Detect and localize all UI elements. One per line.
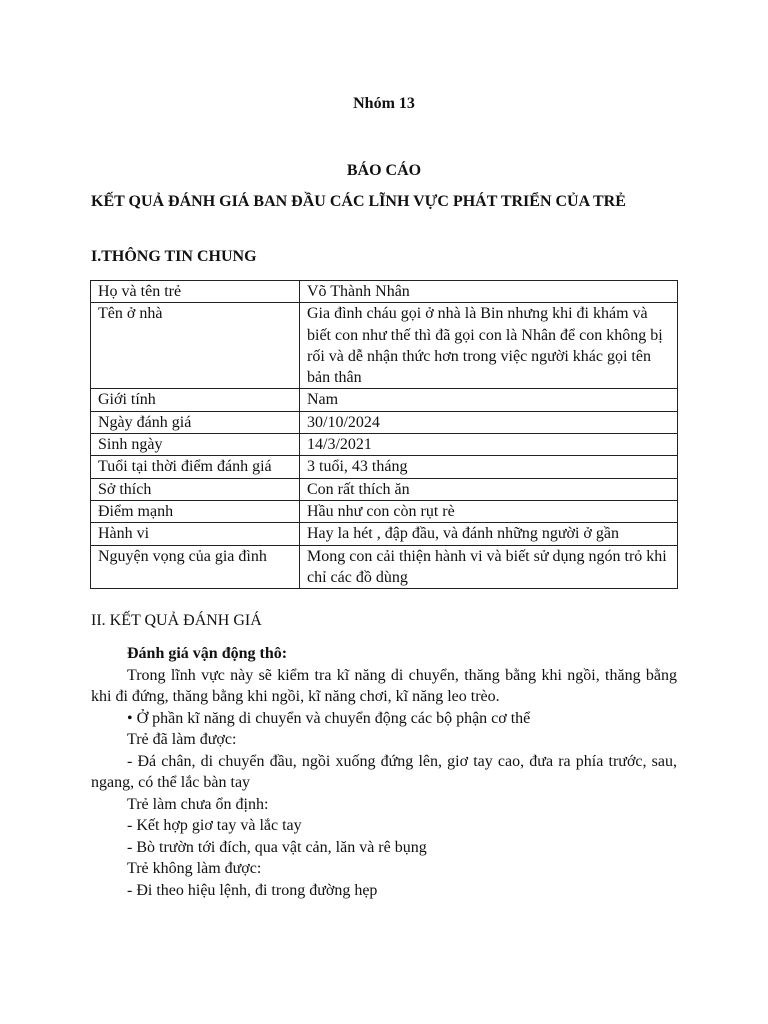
unstable-label: Trẻ làm chưa ổn định:: [127, 795, 269, 813]
general-info-table: [90, 280, 678, 589]
info-value: Hay la hét , đập đầu, và đánh những người ở gần: [300, 523, 678, 545]
unstable-item: - Bò trườn tới đích, qua vật cản, lăn và rê bụng: [127, 838, 427, 856]
report-title: KẾT QUẢ ĐÁNH GIÁ BAN ĐẦU CÁC LĨNH VỰC PHÁT TRIỂN CỦA TRẺ: [91, 193, 626, 210]
table-row: [91, 434, 678, 456]
info-label: Ngày đánh giá: [91, 411, 300, 433]
info-label: Hành vi: [91, 523, 300, 545]
info-label: Tuổi tại thời điểm đánh giá: [91, 456, 300, 478]
group-label: Nhóm 13: [353, 95, 415, 112]
info-value: Hầu như con còn rụt rè: [300, 500, 678, 522]
info-value: Gia đình cháu gọi ở nhà là Bin nhưng khi đi khám và biết con như thế thì đã gọi con là Nhân để con không bị rối và dễ nhận thức hơn trong việc người khác gọi tên bản thân: [300, 303, 678, 389]
cannot-label: Trẻ không làm được:: [127, 860, 262, 877]
bullet-paragraph: • Ở phần kĩ năng di chuyển và chuyển động các bộ phận cơ thể: [127, 709, 531, 727]
info-label: Nguyện vọng của gia đình: [91, 545, 300, 589]
info-value: Mong con cải thiện hành vi và biết sử dụng ngón trỏ khi chỉ các đồ dùng: [300, 545, 678, 589]
info-value: 14/3/2021: [300, 434, 678, 456]
table-row: [91, 545, 678, 589]
intro-paragraph: Trong lĩnh vực này sẽ kiểm tra kĩ năng di chuyển, thăng bằng khi ngồi, thăng bằng khi đi đứng, thăng bằng khi ngồi, kĩ năng chơi, kĩ năng leo trèo.: [91, 666, 677, 705]
table-row: [91, 500, 678, 522]
info-label: Tên ở nhà: [91, 303, 300, 389]
info-label: Giới tính: [91, 389, 300, 411]
done-label: Trẻ đã làm được:: [127, 731, 237, 748]
table-row: [91, 478, 678, 500]
table-row: [91, 281, 678, 303]
info-label: Sở thích: [91, 478, 300, 500]
cannot-item: - Đi theo hiệu lệnh, đi trong đường hẹp: [127, 881, 378, 899]
info-value: Nam: [300, 389, 678, 411]
table-row: [91, 456, 678, 478]
unstable-item: - Kết hợp giơ tay và lắc tay: [127, 817, 302, 834]
info-label: Sinh ngày: [91, 434, 300, 456]
done-item: - Đá chân, di chuyển đầu, ngồi xuống đứng lên, giơ tay cao, đưa ra phía trước, sau, ngang, có thể lắc bàn tay: [91, 752, 677, 791]
table-row: [91, 303, 678, 389]
section-general-info-heading: I.THÔNG TIN CHUNG: [91, 248, 257, 265]
table-row: [91, 411, 678, 433]
info-label: Điểm mạnh: [91, 500, 300, 522]
results-body: [91, 643, 677, 901]
table-row: [91, 523, 678, 545]
info-label: Họ và tên trẻ: [91, 281, 300, 303]
info-value: 30/10/2024: [300, 411, 678, 433]
table-row: [91, 389, 678, 411]
info-value: Võ Thành Nhân: [300, 281, 678, 303]
section-results-heading: II. KẾT QUẢ ĐÁNH GIÁ: [91, 612, 262, 629]
info-value: 3 tuổi, 43 tháng: [300, 456, 678, 478]
info-value: Con rất thích ăn: [300, 478, 678, 500]
gross-motor-heading: Đánh giá vận động thô:: [127, 645, 288, 662]
report-heading: BÁO CÁO: [346, 162, 422, 179]
